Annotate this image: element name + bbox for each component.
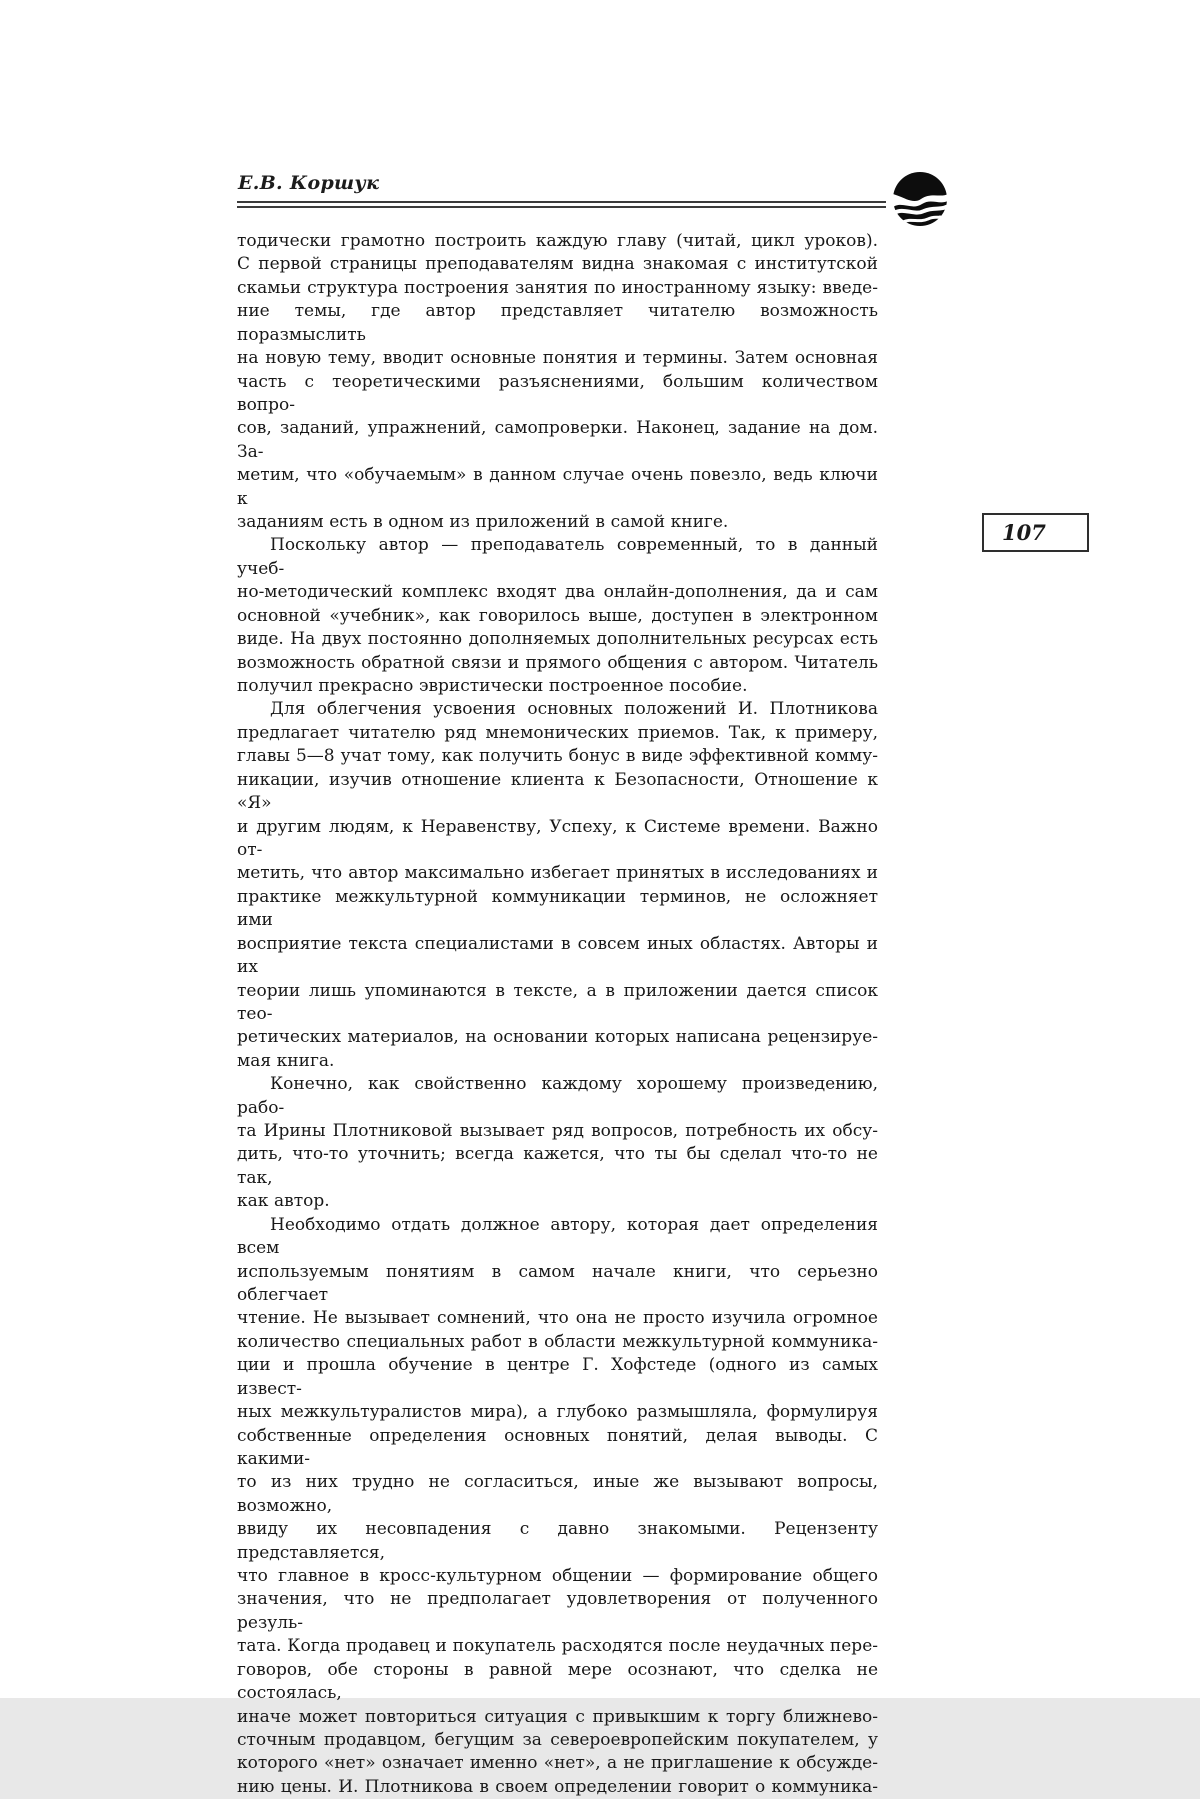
text-line: ретических материалов, на основании которых написана рецензируе- — [237, 1027, 878, 1048]
paragraph — [237, 230, 878, 534]
text-line: Для облегчения усвоения основных положений И. Плотникова — [270, 699, 878, 720]
text-line: скамьи структура построения занятия по иностранному языку: введе- — [237, 277, 878, 298]
text-line: часть с теоретическими разъяснениями, большим количеством вопро- — [237, 371, 878, 415]
text-line: что главное в кросс-культурном общении — формирование общего — [237, 1566, 878, 1587]
text-line: С первой страницы преподавателям видна знакомая с институтской — [237, 254, 878, 275]
text-line: метить, что автор максимально избегает принятых в исследованиях и — [237, 863, 878, 884]
text-line: используемым понятиям в самом начале книги, что серьезно облегчает — [237, 1261, 878, 1305]
text-line: Поскольку автор — преподаватель современный, то в данный учеб- — [237, 535, 878, 579]
text-line: количество специальных работ в области межкультурной коммуника- — [237, 1331, 878, 1352]
text-line: на новую тему, вводит основные понятия и термины. Затем основная — [237, 348, 878, 369]
text-line: восприятие текста специалистами в совсем иных областях. Авторы и их — [237, 933, 878, 978]
paragraph — [237, 1073, 878, 1214]
text-line: ние темы, где автор представляет читателю возможность поразмыслить — [237, 301, 878, 345]
text-line: основной «учебник», как говорилось выше, доступен в электронном — [237, 605, 878, 626]
text-line: сточным продавцом, бегущим за североевропейским покупателем, у — [237, 1730, 878, 1750]
header-rule — [237, 201, 886, 208]
paragraph — [237, 534, 878, 698]
text-line: как автор. — [237, 1191, 330, 1212]
text-line: сов, заданий, упражнений, самопроверки. Наконец, задание на дом. За- — [237, 418, 878, 462]
text-line: то из них трудно не согласиться, иные же вызывают вопросы, возможно, — [237, 1472, 878, 1516]
text-line: тодически грамотно построить каждую главу (читай, цикл уроков). — [237, 231, 878, 251]
paragraph — [237, 1214, 878, 1799]
text-line: дить, что-то уточнить; всегда кажется, что ты бы сделал что-то не так, — [237, 1144, 878, 1188]
text-line: тата. Когда продавец и покупатель расходятся после неудачных пере- — [237, 1636, 878, 1657]
text-line: возможность обратной связи и прямого общения с автором. Читатель — [237, 652, 878, 673]
text-line: иначе может повториться ситуация с привыкшим к торгу ближнево- — [237, 1706, 878, 1727]
text-line: главы 5—8 учат тому, как получить бонус в виде эффективной комму- — [237, 746, 878, 767]
text-line: никации, изучив отношение клиента к Безопасности, Отношение к «Я» — [237, 769, 878, 814]
page-number: 107 — [1002, 520, 1046, 545]
text-line: нию цены. И. Плотникова в своем определении говорит о коммуника- — [237, 1776, 878, 1797]
text-line: собственные определения основных понятий, делая выводы. С какими- — [237, 1425, 878, 1469]
article-body — [237, 230, 878, 1799]
text-line: заданиям есть в одном из приложений в самой книге. — [237, 512, 729, 533]
running-head-author: Е.В. Коршук — [238, 172, 380, 194]
text-line: мая книга. — [237, 1050, 335, 1071]
publisher-globe-wave-logo-icon — [891, 170, 949, 228]
text-line: ции и прошла обучение в центре Г. Хофстеде (одного из самых извест- — [237, 1355, 878, 1399]
text-line: теории лишь упоминаются в тексте, а в приложении дается список тео- — [237, 980, 878, 1024]
text-line: предлагает читателю ряд мнемонических приемов. Так, к примеру, — [237, 722, 878, 743]
text-line: ввиду их несовпадения с давно знакомыми. Рецензенту представляется, — [237, 1519, 878, 1563]
text-line: и другим людям, к Неравенству, Успеху, к Системе времени. Важно от- — [237, 816, 878, 860]
text-line: чтение. Не вызывает сомнений, что она не просто изучила огромное — [237, 1308, 878, 1329]
text-line: метим, что «обучаемым» в данном случае очень повезло, ведь ключи к — [237, 465, 878, 509]
text-line: получил прекрасно эвристически построенное пособие. — [237, 676, 748, 697]
text-line: виде. На двух постоянно дополняемых дополнительных ресурсах есть — [237, 629, 878, 650]
text-line: Конечно, как свойственно каждому хорошему произведению, рабо- — [237, 1074, 878, 1118]
text-line: Необходимо отдать должное автору, которая дает определения всем — [237, 1214, 878, 1259]
text-line: значения, что не предполагает удовлетворения от полученного резуль- — [237, 1589, 878, 1633]
text-line: та Ирины Плотниковой вызывает ряд вопросов, потребность их обсу- — [237, 1121, 878, 1142]
text-line: но-методический комплекс входят два онлайн-дополнения, да и сам — [237, 582, 878, 603]
text-line: которого «нет» означает именно «нет», а не приглашение к обсужде- — [237, 1753, 878, 1774]
text-line: говоров, обе стороны в равной мере осознают, что сделка не состоялась, — [237, 1659, 878, 1704]
paragraph — [237, 698, 878, 1073]
page-number-box — [982, 513, 1089, 552]
text-line: ных межкультуралистов мира), а глубоко размышляла, формулируя — [237, 1402, 878, 1423]
text-line: практике межкультурной коммуникации терминов, не осложняет ими — [237, 886, 878, 931]
